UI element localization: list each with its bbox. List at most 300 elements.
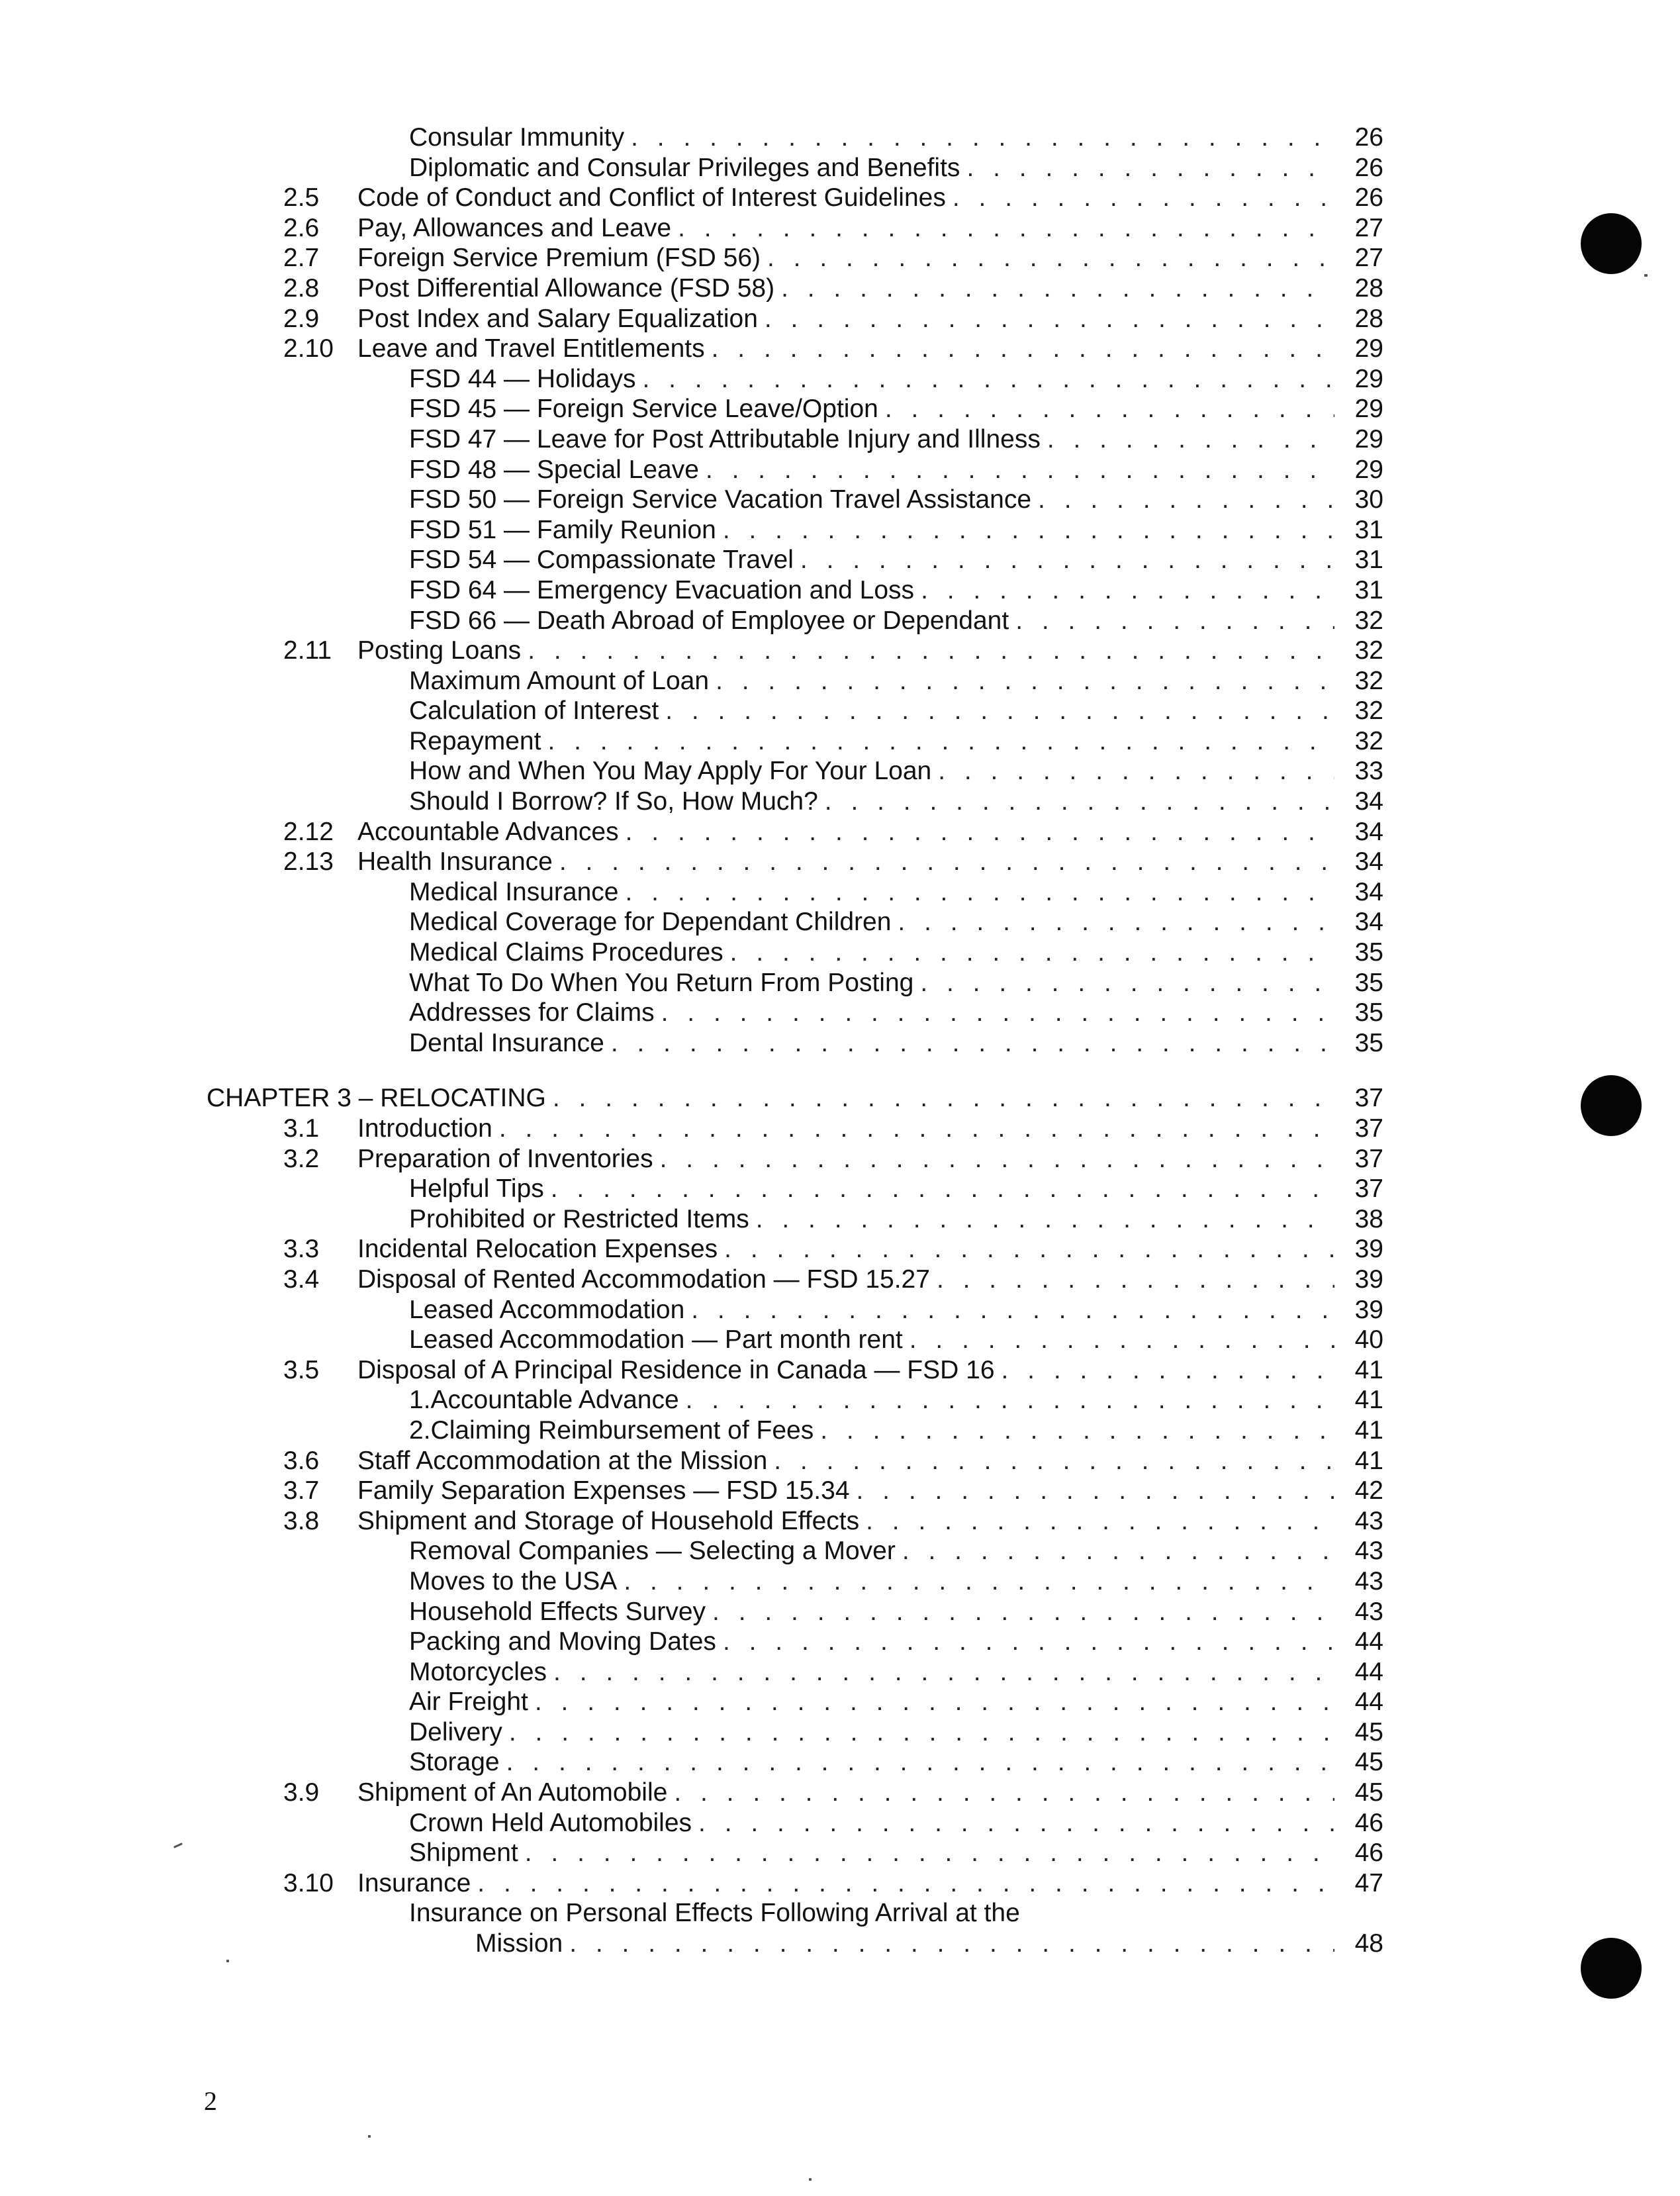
toc-entry-line	[409, 1325, 1383, 1355]
toc-entry	[199, 394, 1383, 424]
toc-entry-line	[409, 1717, 1383, 1748]
scan-speck	[809, 2178, 812, 2181]
toc-entry-title: FSD 51 — Family Reunion	[409, 515, 716, 544]
toc-page-number: 44	[1354, 1627, 1383, 1656]
toc-page-number: 46	[1354, 1838, 1383, 1868]
dot-leader	[535, 1687, 1334, 1717]
toc-entry-line	[409, 1174, 1383, 1204]
toc-entry-line	[409, 364, 1383, 395]
scan-speck	[226, 1960, 229, 1962]
toc-entry-title: Preparation of Inventories	[357, 1144, 653, 1173]
toc-entry-title: Shipment of An Automobile	[357, 1778, 668, 1807]
dot-leader	[674, 1778, 1334, 1808]
toc-entry	[199, 1657, 1383, 1688]
dot-leader	[910, 1325, 1334, 1355]
toc-page-number: 30	[1354, 485, 1383, 514]
section-number: 3.10	[283, 1868, 334, 1897]
toc-entry-line	[357, 183, 1383, 213]
toc-entry-title: FSD 44 — Holidays	[409, 364, 636, 393]
dot-leader	[661, 998, 1334, 1028]
dot-leader	[1002, 1355, 1334, 1386]
toc-entry-line	[409, 606, 1383, 636]
toc-page-number: 37	[1354, 1114, 1383, 1143]
toc-entry-title: Pay, Allowances and Leave	[357, 213, 672, 242]
dot-leader	[800, 545, 1334, 575]
toc-entry	[199, 122, 1383, 153]
toc-entry-line	[357, 273, 1383, 304]
toc-entry-title: Repayment	[409, 726, 541, 755]
toc-entry	[199, 696, 1383, 726]
punch-hole-bottom	[1581, 1938, 1642, 1999]
toc-entry-title: Calculation of Interest	[409, 696, 659, 726]
toc-page-number: 32	[1354, 636, 1383, 665]
toc-entry-title: FSD 48 — Special Leave	[409, 455, 699, 484]
toc-entry	[199, 1295, 1383, 1325]
toc-entry-line	[357, 1144, 1383, 1174]
toc-entry	[199, 756, 1383, 787]
item-number: 2.	[409, 1415, 431, 1445]
toc-page-number: 43	[1354, 1537, 1383, 1566]
toc-entry	[199, 1627, 1383, 1657]
item-number: 1.	[409, 1386, 431, 1415]
toc-entry-line	[409, 1687, 1383, 1717]
dot-leader	[706, 455, 1334, 485]
toc-entry-title: Disposal of Rented Accommodation — FSD 15.27	[357, 1265, 930, 1294]
toc-page-number: 41	[1354, 1415, 1383, 1445]
toc-entry	[199, 937, 1383, 968]
toc-entry	[199, 575, 1383, 606]
toc-page-number: 35	[1354, 968, 1383, 997]
toc-entry-title: What To Do When You Return From Posting	[409, 968, 914, 997]
toc-entry-line	[409, 998, 1383, 1028]
toc-entry-line	[357, 1476, 1383, 1506]
toc-entry	[199, 817, 1383, 847]
toc-page-number: 37	[1354, 1144, 1383, 1173]
dot-leader	[756, 1204, 1334, 1235]
dot-leader	[730, 937, 1334, 968]
toc-entry-line	[409, 1627, 1383, 1657]
dot-leader	[569, 1929, 1334, 1959]
toc-page-number: 39	[1354, 1265, 1383, 1294]
toc-page-number: 35	[1354, 998, 1383, 1027]
toc-page-number: 34	[1354, 847, 1383, 877]
toc-entry-title: Consular Immunity	[409, 123, 625, 152]
toc-entry-line	[357, 636, 1383, 666]
toc-entry-line	[357, 1234, 1383, 1265]
dot-leader	[774, 1446, 1334, 1476]
dot-leader	[631, 122, 1334, 153]
dot-leader	[938, 756, 1334, 787]
section-number: 3.7	[283, 1476, 320, 1505]
section-number: 3.4	[283, 1265, 320, 1294]
toc-entry	[199, 1265, 1383, 1295]
toc-entry-line	[475, 1929, 1383, 1959]
toc-page-number: 45	[1354, 1748, 1383, 1777]
section-number: 2.5	[283, 183, 320, 213]
dot-leader	[820, 1415, 1334, 1446]
dot-leader	[698, 1808, 1334, 1838]
toc-page-number: 41	[1354, 1386, 1383, 1415]
toc-page-number: 37	[1354, 1174, 1383, 1204]
toc-page-number: 48	[1354, 1929, 1383, 1958]
toc-entry-title: Medical Insurance	[409, 877, 619, 906]
toc-entry-line	[357, 1868, 1383, 1899]
dot-leader	[885, 394, 1334, 424]
toc-entry-title: Medical Claims Procedures	[409, 938, 723, 967]
table-of-contents	[199, 122, 1383, 1959]
toc-page-number: 45	[1354, 1778, 1383, 1807]
toc-entry	[199, 787, 1383, 817]
dot-leader	[966, 153, 1334, 183]
dot-leader	[691, 1295, 1334, 1325]
toc-entry	[199, 1898, 1383, 1929]
toc-entry	[199, 1747, 1383, 1778]
dot-leader	[678, 213, 1334, 244]
toc-entry-line	[409, 1597, 1383, 1627]
toc-entry-title: Claiming Reimbursement of Fees	[430, 1415, 814, 1445]
toc-entry-title: Insurance	[357, 1868, 471, 1897]
toc-page-number: 27	[1354, 213, 1383, 242]
toc-entry-line	[409, 696, 1383, 726]
toc-page-number: 44	[1354, 1688, 1383, 1717]
toc-entry-line	[409, 1415, 1383, 1446]
toc-page-number: 44	[1354, 1657, 1383, 1686]
toc-entry	[199, 1717, 1383, 1748]
dot-leader	[767, 243, 1334, 273]
section-number: 3.8	[283, 1506, 320, 1535]
toc-entry-title: Post Index and Salary Equalization	[357, 304, 758, 333]
toc-entry-line	[409, 122, 1383, 153]
toc-entry-line	[357, 213, 1383, 244]
toc-entry-line	[357, 1355, 1383, 1386]
toc-entry-line	[409, 1028, 1383, 1059]
toc-entry-title: FSD 64 — Emergency Evacuation and Loss	[409, 575, 915, 604]
dot-leader	[712, 334, 1334, 364]
toc-entry	[199, 1687, 1383, 1717]
toc-entry	[199, 183, 1383, 213]
toc-entry-line	[357, 243, 1383, 273]
toc-page-number: 34	[1354, 787, 1383, 816]
toc-entry-line	[409, 1295, 1383, 1325]
toc-entry-title: Foreign Service Premium (FSD 56)	[357, 244, 761, 273]
toc-entry	[199, 666, 1383, 696]
dot-leader	[477, 1868, 1334, 1899]
section-number: 2.8	[283, 273, 320, 303]
toc-entry-title: Mission	[475, 1929, 563, 1958]
toc-page-number: 32	[1354, 696, 1383, 726]
toc-entry	[199, 1083, 1383, 1114]
toc-entry	[199, 1325, 1383, 1355]
section-number: 2.11	[283, 636, 332, 665]
toc-entry	[199, 213, 1383, 244]
toc-entry-line	[409, 756, 1383, 787]
toc-page-number: 33	[1354, 757, 1383, 786]
dot-leader	[1047, 424, 1334, 455]
toc-page-number: 46	[1354, 1808, 1383, 1837]
toc-entry-line	[409, 1747, 1383, 1778]
toc-entry	[199, 1929, 1383, 1959]
dot-leader	[686, 1385, 1334, 1415]
toc-page-number: 35	[1354, 938, 1383, 967]
dot-leader	[902, 1536, 1334, 1566]
toc-entry	[199, 636, 1383, 666]
toc-entry-line	[357, 817, 1383, 847]
dot-leader	[857, 1476, 1334, 1506]
dot-leader	[898, 907, 1334, 937]
dot-leader	[626, 877, 1335, 908]
toc-entry-line	[409, 1838, 1383, 1868]
toc-entry-title: Shipment and Storage of Household Effects	[357, 1506, 860, 1535]
section-number: 2.10	[283, 334, 334, 363]
toc-entry	[199, 877, 1383, 908]
toc-entry-title: Moves to the USA	[409, 1566, 618, 1596]
toc-entry	[199, 1355, 1383, 1386]
toc-entry	[199, 455, 1383, 485]
dot-leader	[626, 817, 1334, 847]
toc-entry	[199, 1028, 1383, 1059]
toc-entry-line	[357, 1265, 1383, 1295]
toc-entry	[199, 243, 1383, 273]
toc-entry-line	[409, 787, 1383, 817]
toc-page-number: 43	[1354, 1597, 1383, 1626]
toc-entry-title: FSD 54 — Compassionate Travel	[409, 546, 794, 575]
toc-page-number: 37	[1354, 1084, 1383, 1113]
dot-leader	[553, 1657, 1334, 1688]
section-number: 2.12	[283, 817, 334, 846]
toc-entry-title: Introduction	[357, 1114, 492, 1143]
toc-entry	[199, 1415, 1383, 1446]
toc-entry-title: Leased Accommodation — Part month rent	[409, 1325, 903, 1355]
section-number: 3.5	[283, 1355, 320, 1384]
toc-entry	[199, 1868, 1383, 1899]
toc-page-number: 34	[1354, 877, 1383, 906]
toc-entry-title: How and When You May Apply For Your Loan	[409, 757, 932, 786]
toc-entry-title: Dental Insurance	[409, 1028, 604, 1057]
toc-entry	[199, 968, 1383, 998]
toc-page-number: 28	[1354, 304, 1383, 333]
dot-leader	[665, 696, 1334, 726]
toc-entry-title: Accountable Advance	[430, 1386, 679, 1415]
toc-entry-line	[357, 304, 1383, 334]
section-number: 3.1	[283, 1114, 320, 1143]
toc-entry-line	[409, 575, 1383, 606]
toc-page-number: 29	[1354, 334, 1383, 363]
section-number: 3.9	[283, 1778, 320, 1807]
dot-leader	[724, 1234, 1334, 1265]
toc-entry	[199, 1778, 1383, 1808]
dot-leader	[551, 1174, 1334, 1204]
toc-entry-title: FSD 66 — Death Abroad of Employee or Dependant	[409, 606, 1009, 635]
toc-entry	[199, 1174, 1383, 1204]
toc-page-number: 39	[1354, 1235, 1383, 1264]
toc-entry	[199, 907, 1383, 937]
dot-leader	[611, 1028, 1334, 1059]
dot-leader	[825, 787, 1334, 817]
toc-page-number: 39	[1354, 1295, 1383, 1324]
toc-entry-title: FSD 45 — Foreign Service Leave/Option	[409, 395, 878, 424]
dot-leader	[765, 304, 1334, 334]
toc-entry	[199, 847, 1383, 877]
toc-entry	[199, 1144, 1383, 1174]
toc-page-number: 41	[1354, 1355, 1383, 1384]
toc-entry	[199, 153, 1383, 183]
dot-leader	[781, 273, 1334, 304]
toc-entry-title: Medical Coverage for Dependant Children	[409, 908, 892, 937]
toc-entry-title: Storage	[409, 1748, 500, 1777]
toc-entry	[199, 1446, 1383, 1476]
dot-leader	[506, 1747, 1334, 1778]
toc-entry-title: Code of Conduct and Conflict of Interest Guidelines	[357, 183, 946, 213]
toc-entry-title: Crown Held Automobiles	[409, 1808, 692, 1837]
toc-entry	[199, 1597, 1383, 1627]
toc-entry-title: Insurance on Personal Effects Following Arrival at the	[409, 1899, 1020, 1928]
toc-entry-line	[357, 1446, 1383, 1476]
toc-entry	[199, 1385, 1383, 1415]
toc-entry-line	[409, 515, 1383, 546]
toc-entry-title: Household Effects Survey	[409, 1597, 706, 1626]
toc-page-number: 38	[1354, 1204, 1383, 1233]
toc-entry-line	[409, 455, 1383, 485]
section-number: 2.7	[283, 244, 320, 273]
dot-leader	[937, 1265, 1334, 1295]
toc-entry-line	[409, 485, 1383, 515]
dot-leader	[624, 1566, 1334, 1597]
toc-entry	[199, 1506, 1383, 1537]
toc-entry-line	[409, 424, 1383, 455]
toc-page-number: 40	[1354, 1325, 1383, 1355]
toc-page-number: 41	[1354, 1446, 1383, 1475]
toc-entry	[199, 1536, 1383, 1566]
toc-entry	[199, 1808, 1383, 1838]
toc-page-number: 28	[1354, 273, 1383, 303]
dot-leader	[553, 1083, 1334, 1114]
toc-entry-line	[409, 666, 1383, 696]
toc-entry-title: Incidental Relocation Expenses	[357, 1235, 718, 1264]
toc-entry-line	[357, 1114, 1383, 1144]
toc-entry	[199, 273, 1383, 304]
section-number: 3.2	[283, 1144, 320, 1173]
dot-leader	[1038, 485, 1334, 515]
toc-entry-line	[409, 907, 1383, 937]
dot-leader	[920, 968, 1334, 998]
toc-page-number: 43	[1354, 1566, 1383, 1596]
toc-entry-title: Leased Accommodation	[409, 1295, 685, 1324]
toc-entry-title: Post Differential Allowance (FSD 58)	[357, 273, 775, 303]
toc-page-number: 47	[1354, 1868, 1383, 1897]
toc-entry-line	[409, 877, 1383, 908]
toc-page-number: 32	[1354, 666, 1383, 695]
dot-leader	[660, 1144, 1334, 1174]
dot-leader	[528, 636, 1334, 666]
toc-entry-title: Health Insurance	[357, 847, 553, 877]
toc-entry-title: Diplomatic and Consular Privileges and Benefits	[409, 153, 960, 182]
toc-entry-title: Helpful Tips	[409, 1174, 544, 1204]
toc-entry	[199, 1234, 1383, 1265]
toc-page-number: 35	[1354, 1028, 1383, 1057]
toc-entry-title: Should I Borrow? If So, How Much?	[409, 787, 818, 816]
dot-leader	[525, 1838, 1334, 1868]
toc-page-number: 32	[1354, 606, 1383, 635]
toc-page-number: 29	[1354, 424, 1383, 454]
dot-leader	[509, 1717, 1334, 1748]
toc-entry-title: Delivery	[409, 1717, 502, 1746]
toc-entry-title: Leave and Travel Entitlements	[357, 334, 705, 363]
toc-entry	[199, 1114, 1383, 1144]
toc-entry-line	[357, 334, 1383, 364]
toc-entry-line	[409, 394, 1383, 424]
dot-leader	[723, 1627, 1334, 1657]
toc-page-number: 31	[1354, 515, 1383, 544]
toc-entry-line	[409, 1808, 1383, 1838]
dot-leader	[723, 515, 1334, 546]
toc-entry-line	[409, 968, 1383, 998]
toc-entry	[199, 364, 1383, 395]
toc-page-number: 32	[1354, 726, 1383, 755]
toc-entry	[199, 726, 1383, 757]
toc-entry-line	[409, 726, 1383, 757]
toc-page-number: 42	[1354, 1476, 1383, 1505]
section-number: 3.6	[283, 1446, 320, 1475]
toc-entry-line	[409, 1204, 1383, 1235]
toc-entry	[199, 424, 1383, 455]
scan-speck	[1644, 274, 1648, 277]
toc-entry-line	[357, 847, 1383, 877]
toc-entry-title: Staff Accommodation at the Mission	[357, 1446, 768, 1475]
toc-entry	[199, 304, 1383, 334]
toc-entry-title: Packing and Moving Dates	[409, 1627, 716, 1656]
toc-entry-line	[409, 1657, 1383, 1688]
toc-entry	[199, 606, 1383, 636]
toc-page-number: 26	[1354, 123, 1383, 152]
dot-leader	[559, 847, 1334, 877]
toc-entry-title: Removal Companies — Selecting a Mover	[409, 1537, 896, 1566]
toc-entry-title: Posting Loans	[357, 636, 522, 665]
toc-entry	[199, 334, 1383, 364]
toc-entry	[199, 1476, 1383, 1506]
dot-leader	[712, 1597, 1334, 1627]
dot-leader	[866, 1506, 1334, 1537]
page-number: 2	[204, 2086, 217, 2116]
toc-page-number: 27	[1354, 244, 1383, 273]
toc-page-number: 34	[1354, 817, 1383, 846]
punch-hole-top	[1581, 213, 1642, 274]
toc-entry-title: Maximum Amount of Loan	[409, 666, 710, 695]
toc-entry-title: Disposal of A Principal Residence in Canada — FSD 16	[357, 1355, 995, 1384]
toc-entry-line	[409, 153, 1383, 183]
toc-page-number: 29	[1354, 395, 1383, 424]
toc-page-number: 29	[1354, 364, 1383, 393]
dot-leader	[953, 183, 1334, 213]
toc-entry	[199, 1838, 1383, 1868]
toc-entry-line	[409, 1385, 1383, 1415]
toc-page-number: 34	[1354, 908, 1383, 937]
toc-entry-title: Shipment	[409, 1838, 518, 1868]
toc-page-number: 29	[1354, 455, 1383, 484]
section-number: 2.9	[283, 304, 320, 333]
toc-entry-line	[207, 1083, 1383, 1114]
toc-entry	[199, 1566, 1383, 1597]
scan-speck	[173, 1842, 183, 1848]
chapter-title: CHAPTER 3 – RELOCATING	[207, 1084, 546, 1113]
dot-leader	[642, 364, 1334, 395]
punch-hole-middle	[1581, 1075, 1642, 1136]
toc-entry-line	[409, 1566, 1383, 1597]
toc-entry-line	[357, 1506, 1383, 1537]
toc-entry-title: Motorcycles	[409, 1657, 547, 1686]
toc-entry-line	[409, 1898, 1383, 1929]
toc-entry-title: Family Separation Expenses — FSD 15.34	[357, 1476, 850, 1505]
toc-entry-title: Addresses for Claims	[409, 998, 655, 1027]
